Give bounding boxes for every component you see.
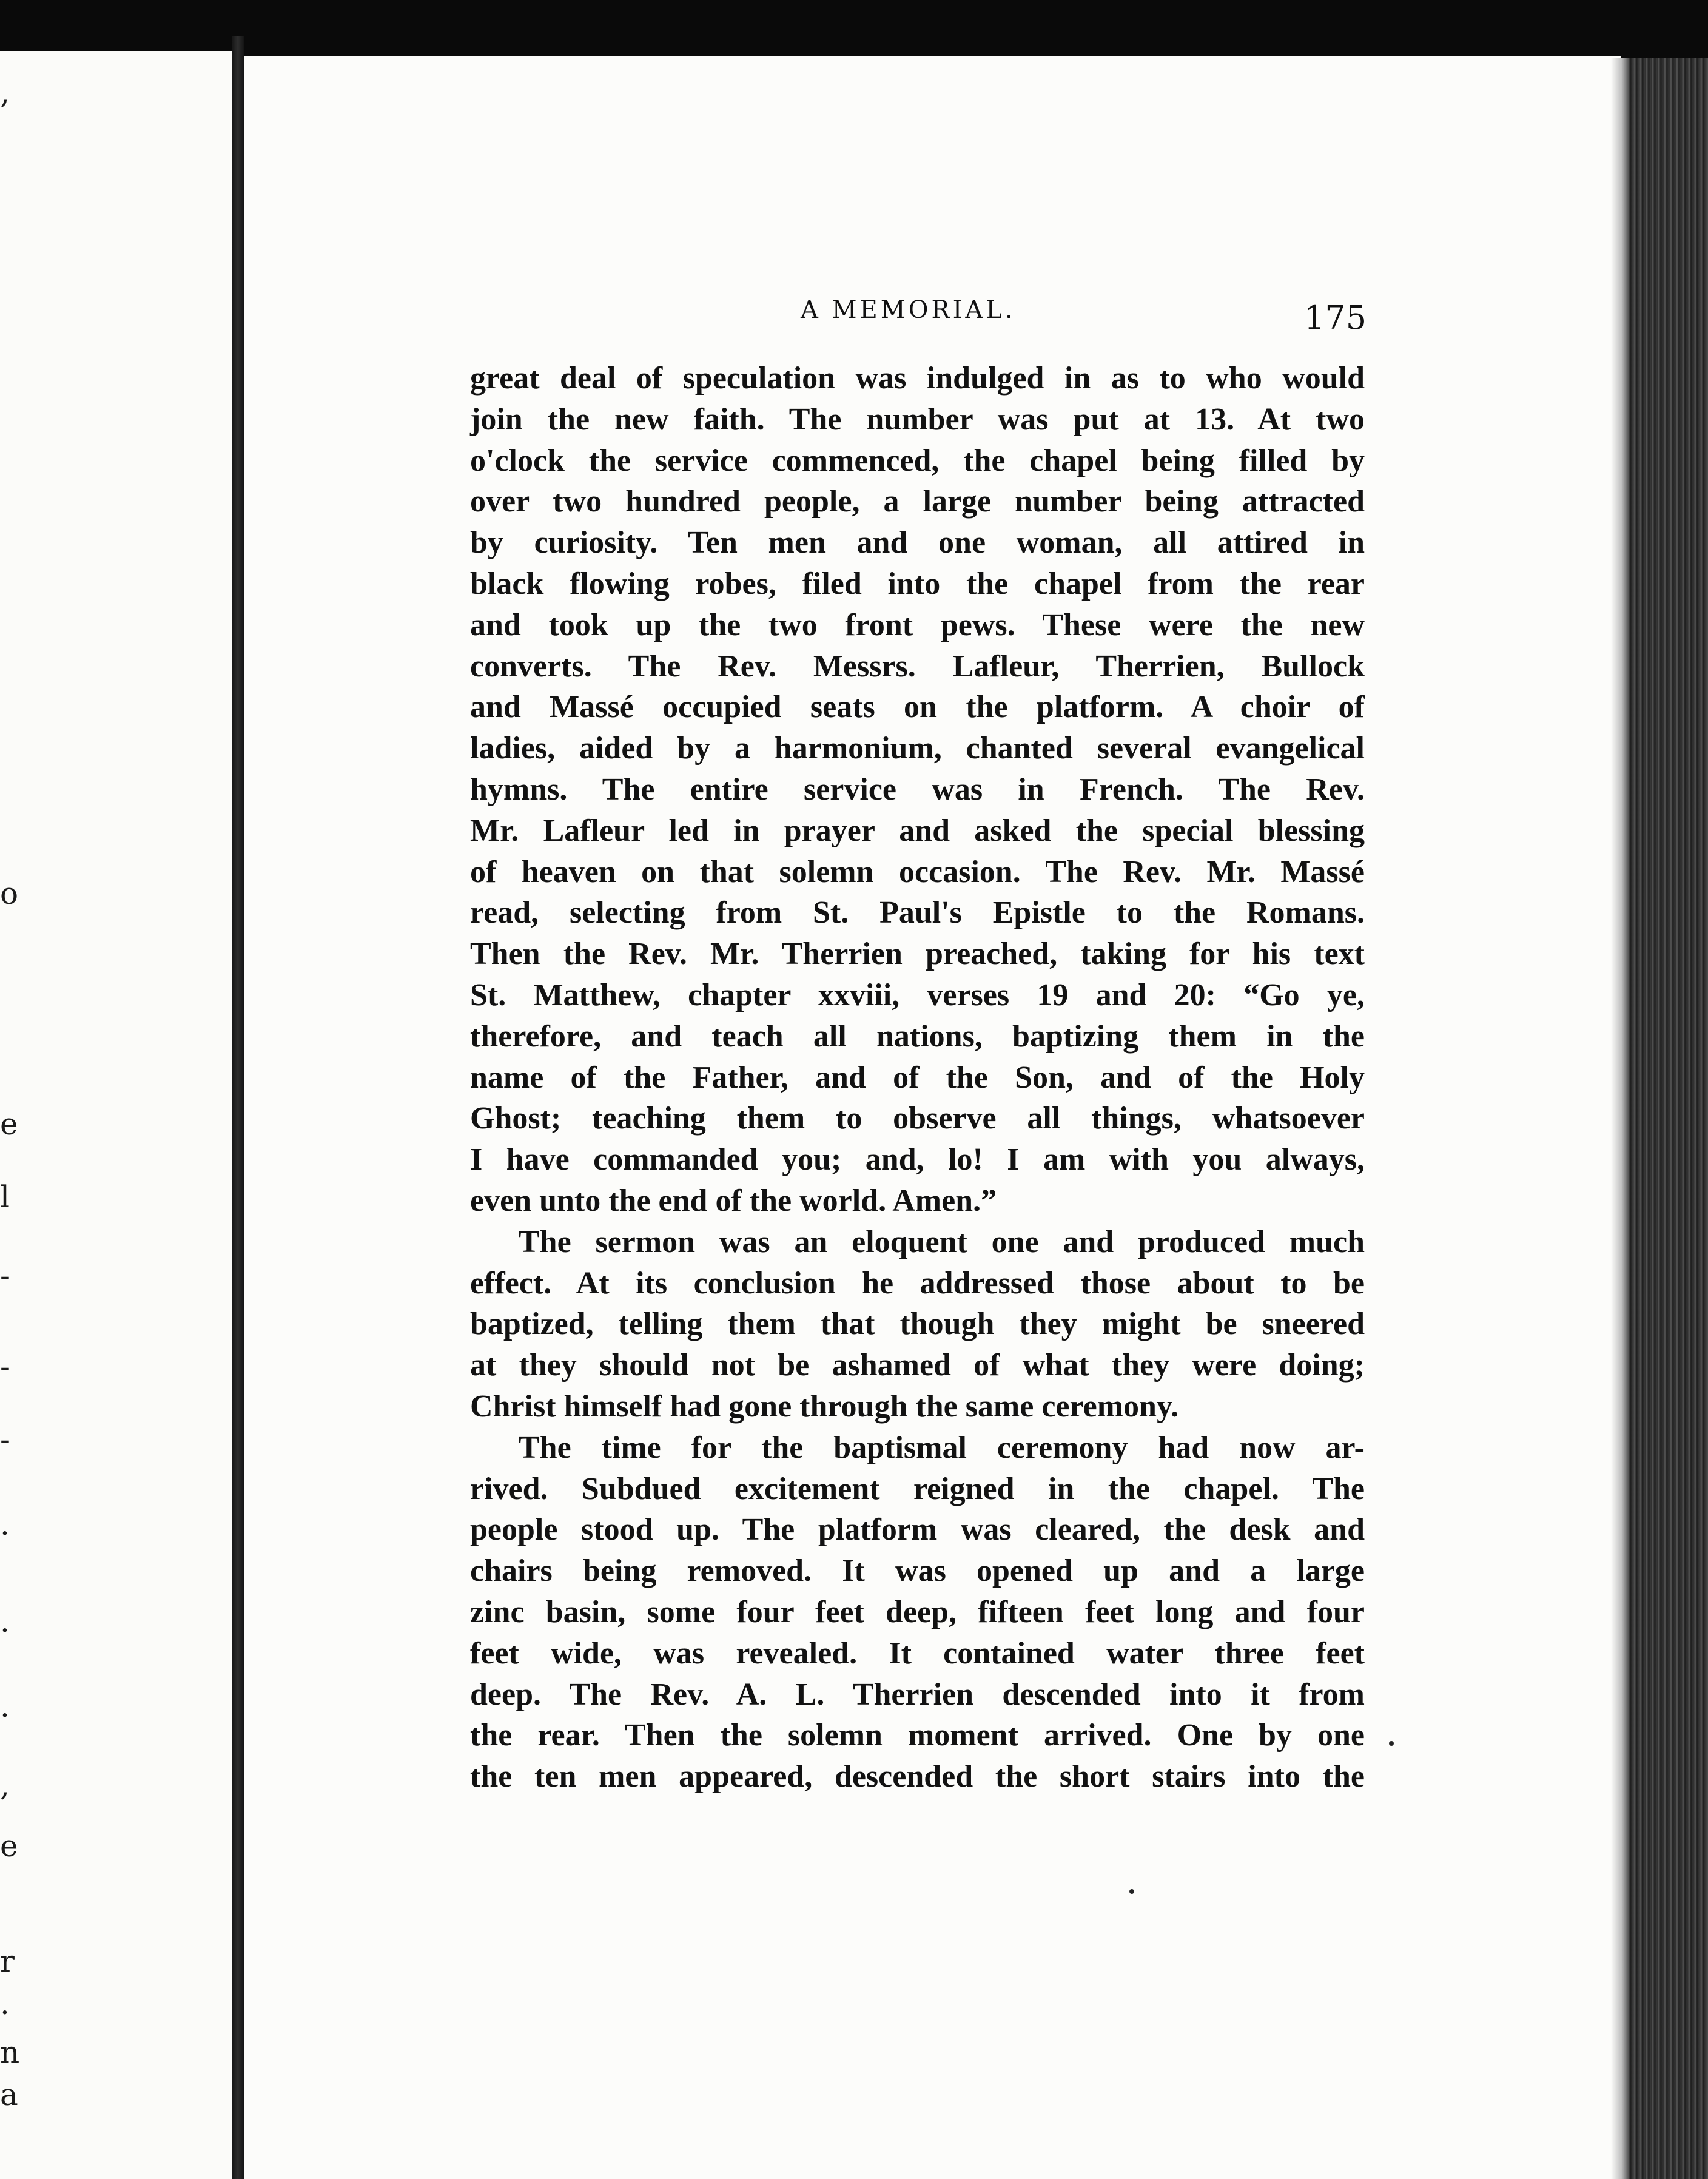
facing-page-char: n (0, 2035, 20, 2070)
text-line: zinc basin, some four feet deep, fifteen feet long and four (470, 1594, 1365, 1629)
text-line: The sermon was an eloquent one and produced much (519, 1224, 1365, 1259)
text-line: baptized, telling them that though they might be sneered (470, 1307, 1365, 1342)
text-line: converts. The Rev. Messrs. Lafleur, Therrien, Bullock (470, 648, 1365, 684)
facing-page (0, 51, 232, 2179)
facing-page-char: . (0, 1507, 10, 1542)
text-line: feet wide, was revealed. It contained water three feet (470, 1635, 1365, 1671)
text-line: hymns. The entire service was in French. The Rev. (470, 772, 1365, 807)
facing-page-char: , (0, 75, 10, 110)
text-line: the rear. Then the solemn moment arrived. One by one (470, 1718, 1365, 1753)
text-line: I have commanded you; and, lo! I am with you always, (470, 1142, 1365, 1177)
text-line: o'clock the service commenced, the chapel being filled by (470, 443, 1365, 478)
facing-page-char: r (0, 1944, 15, 1979)
facing-page-char: e (0, 1106, 18, 1142)
text-line: ladies, aided by a harmonium, chanted several evangelical (470, 731, 1365, 766)
text-line: great deal of speculation was indulged in as to who would (470, 361, 1365, 396)
text-line: and Massé occupied seats on the platform. A choir of (470, 690, 1365, 725)
text-line: by curiosity. Ten men and one woman, all attired in (470, 525, 1365, 561)
text-line: join the new faith. The number was put at 13. At two (470, 402, 1365, 437)
facing-page-char: , (0, 1768, 10, 1803)
body-text (470, 358, 1365, 1797)
text-line: effect. At its conclusion he addressed those about to be (470, 1265, 1365, 1301)
text-line: The time for the baptismal ceremony had now ar- (519, 1430, 1365, 1465)
facing-page-char: - (0, 1258, 10, 1293)
text-line: read, selecting from St. Paul's Epistle to the Romans. (470, 895, 1365, 931)
page-edge-shadow (1611, 58, 1629, 2179)
book-gutter (232, 36, 244, 2179)
text-line: Then the Rev. Mr. Therrien preached, taking for his text (470, 937, 1365, 972)
facing-page-char: - (0, 1349, 10, 1384)
stray-mark (1389, 1741, 1394, 1746)
text-line: at they should not be ashamed of what they were doing; (470, 1348, 1365, 1383)
text-line: of heaven on that solemn occasion. The Rev. Mr. Massé (470, 854, 1365, 889)
text-line: therefore, and teach all nations, baptizing them in the (470, 1019, 1365, 1054)
text-line: Ghost; teaching them to observe all things, whatsoever (470, 1101, 1365, 1136)
text-line: black flowing robes, filed into the chapel from the rear (470, 566, 1365, 601)
facing-page-char: o (0, 876, 19, 911)
text-line: St. Matthew, chapter xxviii, verses 19 and 20: “Go ye, (470, 977, 1365, 1012)
text-line: deep. The Rev. A. L. Therrien descended into it from (470, 1677, 1365, 1712)
text-line: Mr. Lafleur led in prayer and asked the special blessing (470, 813, 1365, 848)
facing-page-char: a (0, 2077, 18, 2112)
facing-page-char: . (0, 1986, 10, 2021)
text-line: over two hundred people, a large number being attracted (470, 484, 1365, 519)
facing-page-margin-text (0, 51, 18, 2179)
facing-page-char: l (0, 1179, 10, 1214)
text-line: chairs being removed. It was opened up and a large (470, 1554, 1365, 1589)
facing-page-char: e (0, 1828, 18, 1864)
text-line: the ten men appeared, descended the short stairs into the (470, 1759, 1365, 1794)
page-number: 175 (1304, 298, 1367, 337)
text-line: and took up the two front pews. These were the new (470, 607, 1365, 642)
running-head: A MEMORIAL. (801, 296, 1016, 324)
facing-page-char: - (0, 1422, 10, 1457)
facing-page-char: . (0, 1689, 10, 1724)
stray-mark (1129, 1889, 1134, 1894)
text-line: rived. Subdued excitement reigned in the chapel. The (470, 1471, 1365, 1506)
text-line: Christ himself had gone through the same ceremony. (470, 1389, 1179, 1424)
text-line: name of the Father, and of the Son, and of the Holy (470, 1060, 1365, 1095)
facing-page-char: . (0, 1604, 10, 1639)
text-line: people stood up. The platform was cleared, the desk and (470, 1512, 1365, 1548)
text-line: even unto the end of the world. Amen.” (470, 1183, 997, 1218)
